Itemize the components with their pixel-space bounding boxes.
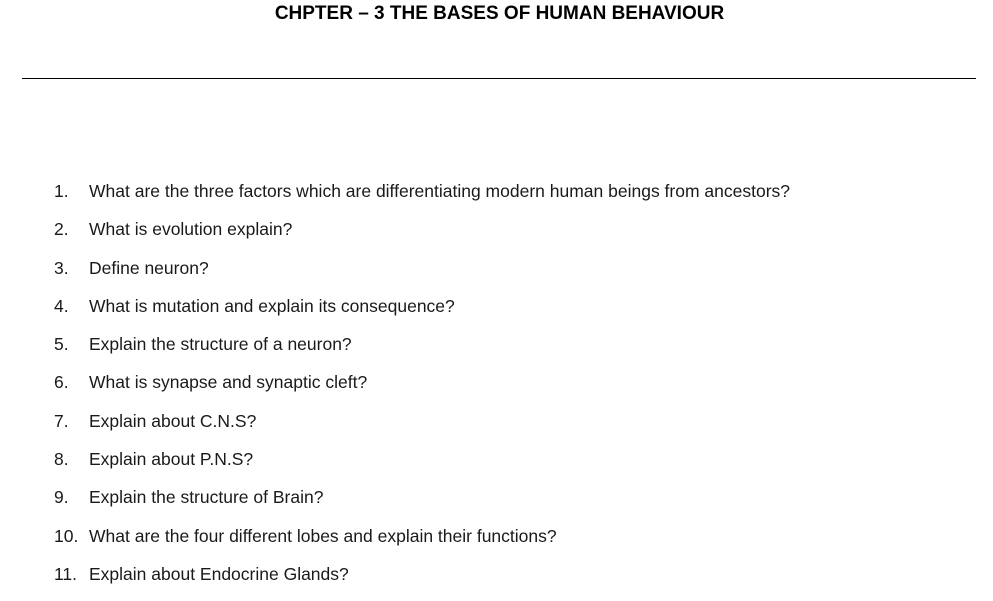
question-number: 11. [54,563,78,584]
question-text: Explain about C.N.S? [89,410,257,431]
question-text: What is synapse and synaptic cleft? [89,372,368,393]
question-item [54,371,790,409]
question-number: 1. [54,181,69,201]
question-number: 5. [54,334,69,355]
question-text: Explain the structure of Brain? [89,487,324,508]
question-text: What is evolution explain? [89,219,293,240]
question-item [54,333,790,371]
question-item [54,448,790,486]
question-text: What is mutation and explain its consequence? [89,295,455,316]
question-number: 2. [54,219,69,240]
question-text: Explain about P.N.S? [89,449,254,470]
question-text: Define neuron? [89,257,209,278]
question-text: What are the three factors which are differentiating modern human beings from ancestors? [89,181,791,201]
question-item [54,486,790,524]
question-list [54,180,790,601]
question-number: 3. [54,257,69,278]
question-number: 6. [54,372,69,393]
question-item [54,563,790,601]
question-number: 10. [54,525,79,546]
divider-line [22,78,976,79]
page-title: CHPTER – 3 THE BASES OF HUMAN BEHAVIOUR [274,3,725,24]
question-item [54,410,790,448]
question-text: Explain about Endocrine Glands? [89,563,349,584]
question-number: 9. [54,487,69,508]
question-number: 4. [54,295,69,316]
question-text: What are the four different lobes and explain their functions? [89,525,557,546]
question-number: 7. [54,410,69,431]
question-item [54,180,790,218]
question-number: 8. [54,449,69,470]
question-text: Explain the structure of a neuron? [89,334,352,355]
question-item [54,218,790,256]
question-item [54,295,790,333]
question-item [54,525,790,563]
question-item [54,257,790,295]
